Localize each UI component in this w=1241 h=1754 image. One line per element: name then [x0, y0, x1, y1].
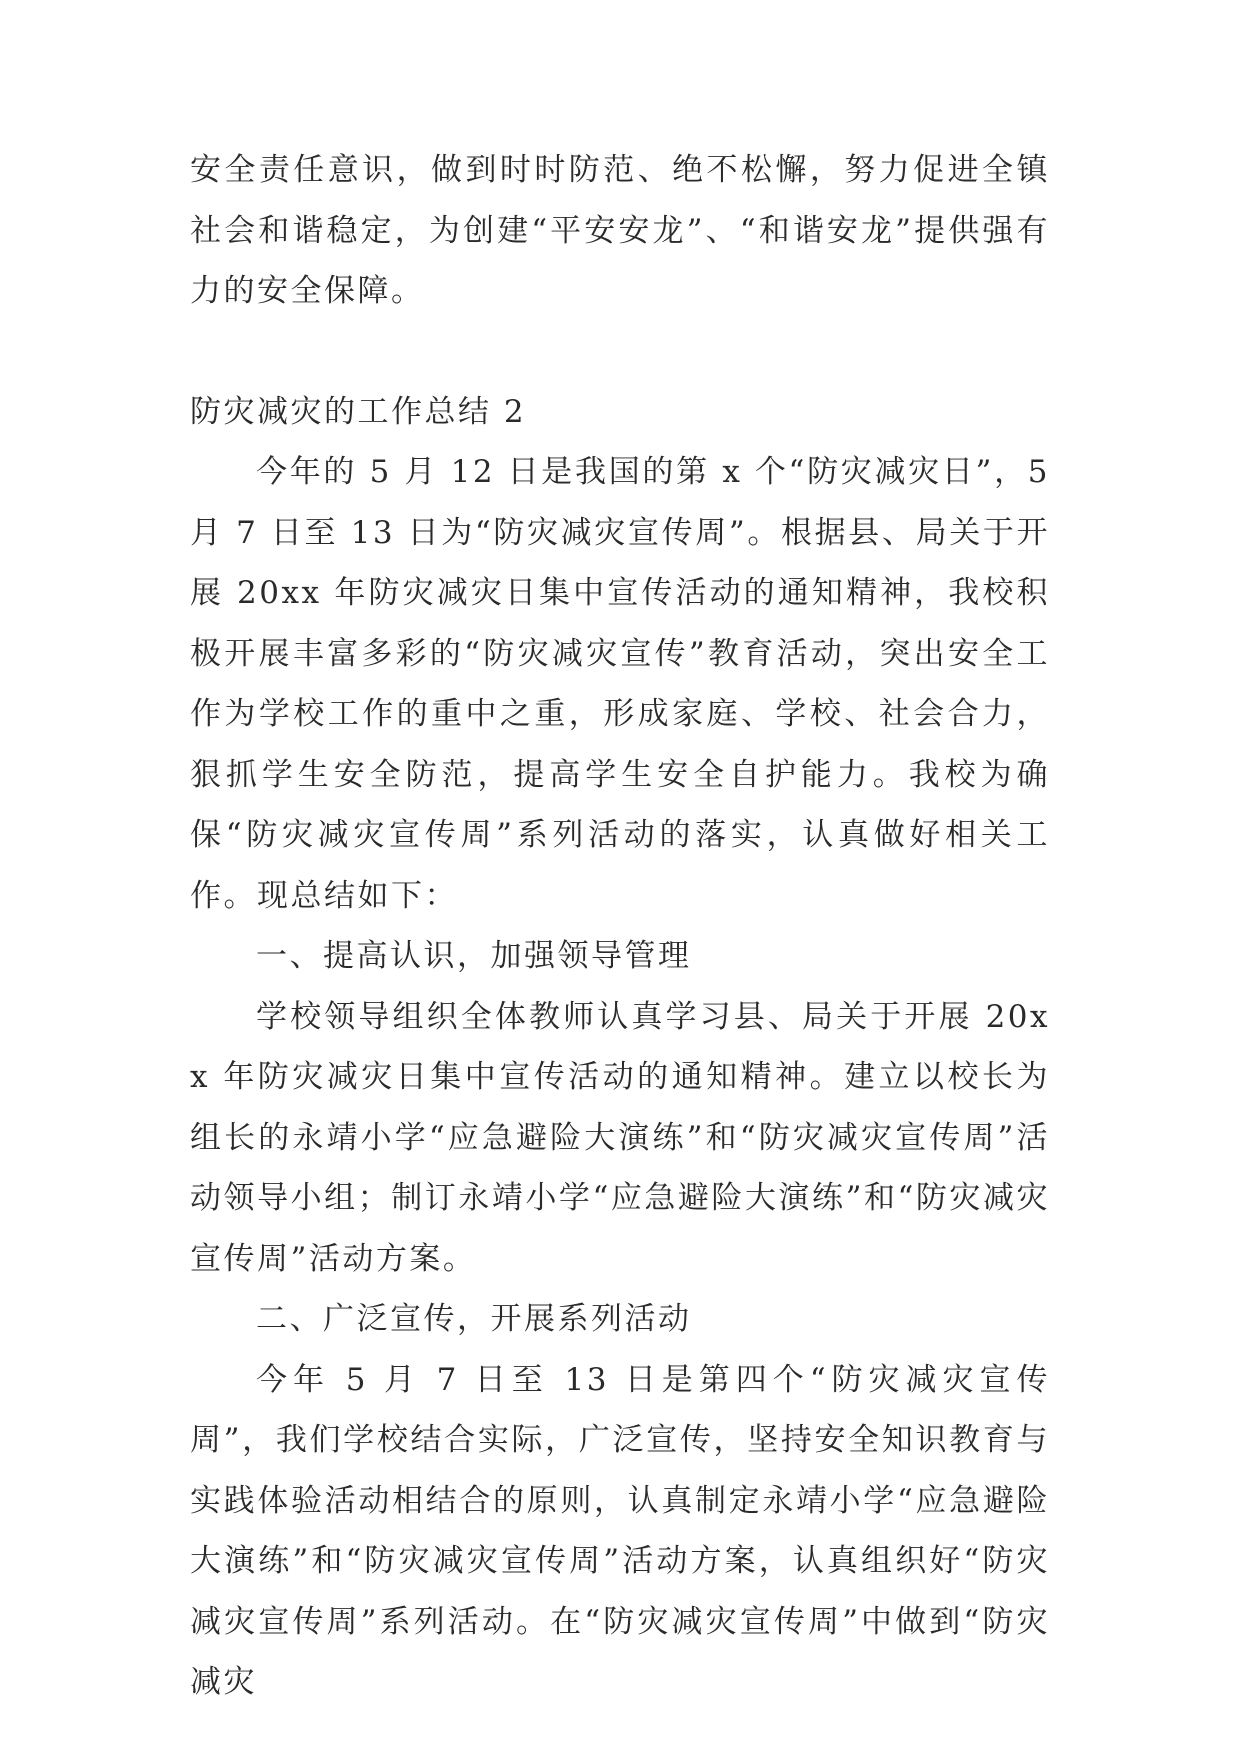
section-heading-1: 一、提高认识，加强领导管理	[256, 938, 692, 974]
intro-paragraph: 安全责任意识，做到时时防范、绝不松懈，努力促进全镇社会和谐稳定，为创建“平安安龙”、“和谐安龙”提供强有力的安全保障。	[190, 152, 1050, 309]
section-heading-2: 二、广泛宣传，开展系列活动	[256, 1301, 692, 1337]
paragraph-gap	[190, 322, 1050, 382]
body-paragraph-3: 今年 5 月 7 日至 13 日是第四个“防灾减灾宣传周”，我们学校结合实际，广泛宣传，坚持安全知识教育与实践体验活动相结合的原则，认真制定永靖小学“应急避险大演练”和“防灾减灾宣传周”活动方案，认真组织好“防灾减灾宣传周”系列活动。在“防灾减灾宣传周”中做到“防灾减灾	[190, 1361, 1050, 1700]
body-paragraph-1: 今年的 5 月 12 日是我国的第 x 个“防灾减灾日”，5 月 7 日至 13 日为“防灾减灾宣传周”。根据县、局关于开展 20xx 年防灾减灾日集中宣传活动的通知精神，我校积极开展丰富多彩的“防灾减灾宣传”教育活动，突出安全工作为学校工作的重中之重，形成家庭、学校、社会合力，狠抓学生安全防范，提高学生安全自护能力。我校为确保“防灾减灾宣传周”系列活动的落实，认真做好相关工作。现总结如下：	[190, 454, 1050, 914]
section-title: 防灾减灾的工作总结 2	[190, 393, 527, 430]
document-page	[190, 140, 1050, 1713]
body-paragraph-2: 学校领导组织全体教师认真学习县、局关于开展 20xx 年防灾减灾日集中宣传活动的通知精神。建立以校长为组长的永靖小学“应急避险大演练”和“防灾减灾宣传周”活动领导小组；制订永靖小学“应急避险大演练”和“防灾减灾宣传周”活动方案。	[190, 998, 1050, 1277]
